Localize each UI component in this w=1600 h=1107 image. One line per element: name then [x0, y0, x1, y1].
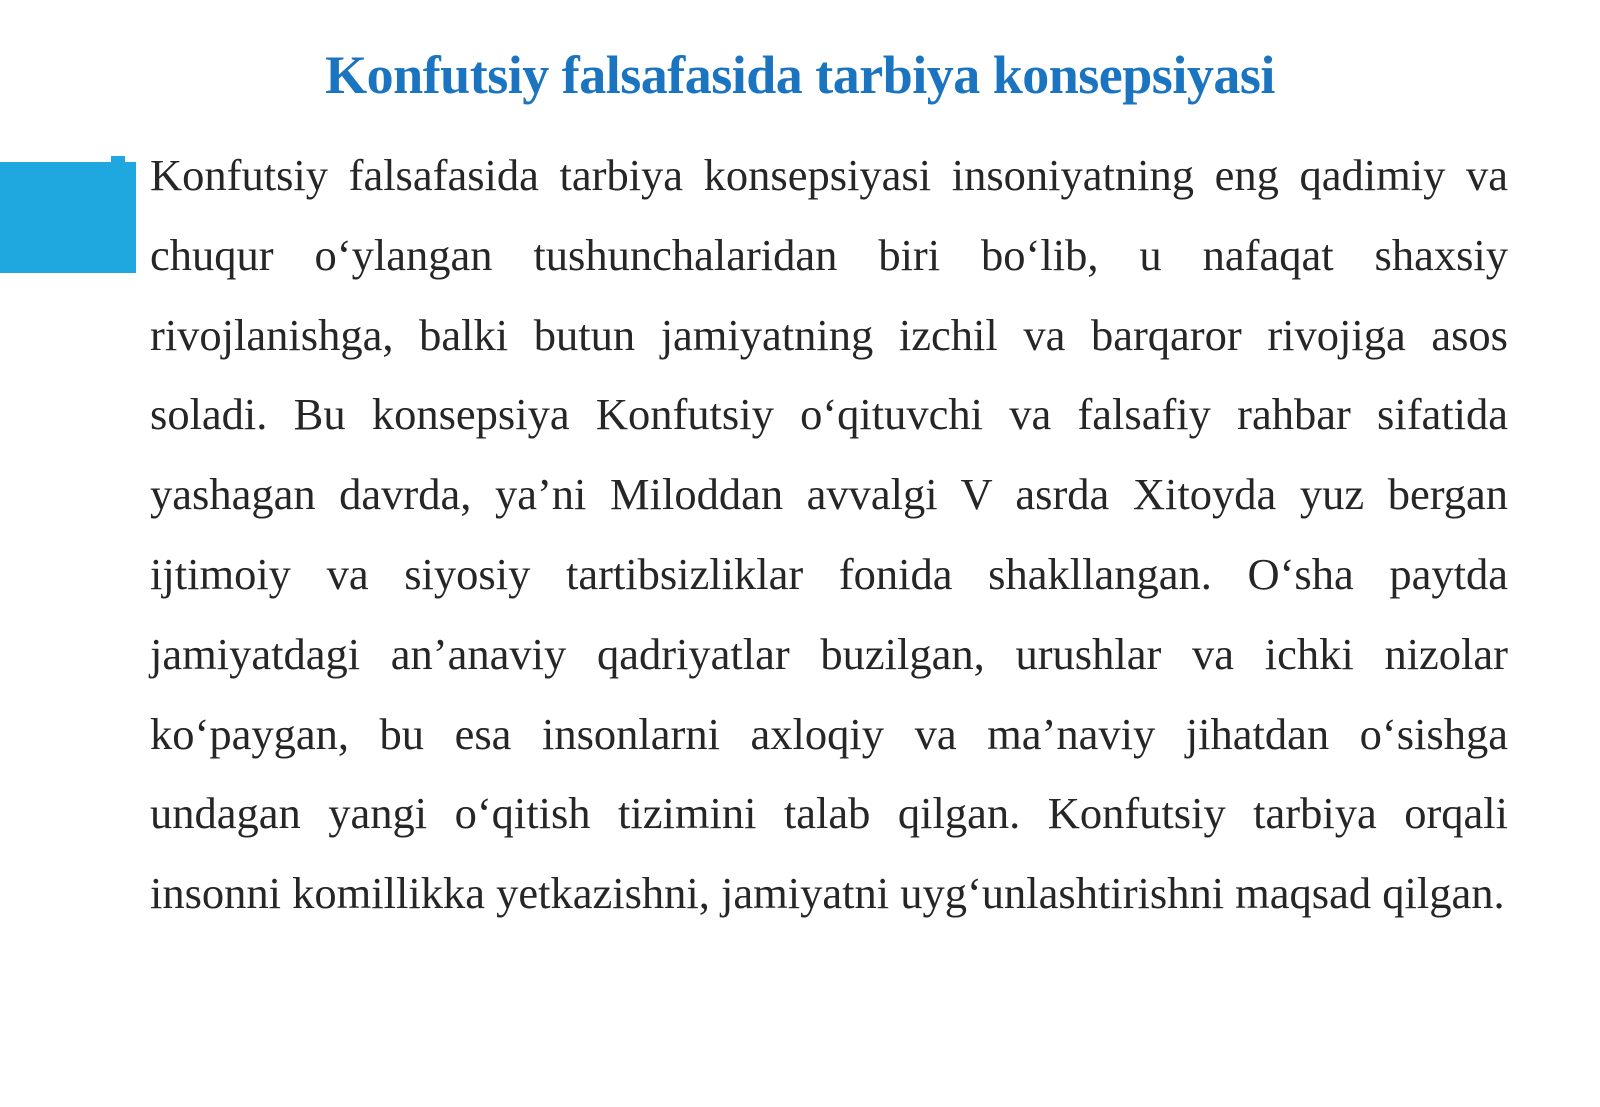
body-paragraph: Konfutsiy falsafasida tarbiya konsepsiyasi insoniyatning eng qadimiy va chuqur o‘ylangan tushunchalaridan biri bo‘lib, u nafaqat shaxsiy rivojlanishga, balki butun jamiyatning izchil va barqaror rivojiga asos soladi. Bu konsepsiya Konfutsiy o‘qituvchi va falsafiy rahbar sifatida yashagan davrda, ya’ni Miloddan avvalgi V asrda Xitoyda yuz bergan ijtimoiy va siyosiy tartibsizliklar fonida shakllangan. O‘sha paytda jamiyatdagi an’anaviy qadriyatlar buzilgan, urushlar va ichki nizolar ko‘paygan, bu esa insonlarni axloqiy va ma’naviy jihatdan o‘sishga undagan yangi o‘qitish tizimini talab qilgan. Konfutsiy tarbiya orqali insonni komillikka yetkazishni, jamiyatni uyg‘unlashtirishni maqsad qilgan.: [150, 150, 1508, 919]
accent-bar: [0, 162, 136, 273]
slide-title: Konfutsiy falsafasida tarbiya konsepsiyasi: [325, 45, 1275, 105]
